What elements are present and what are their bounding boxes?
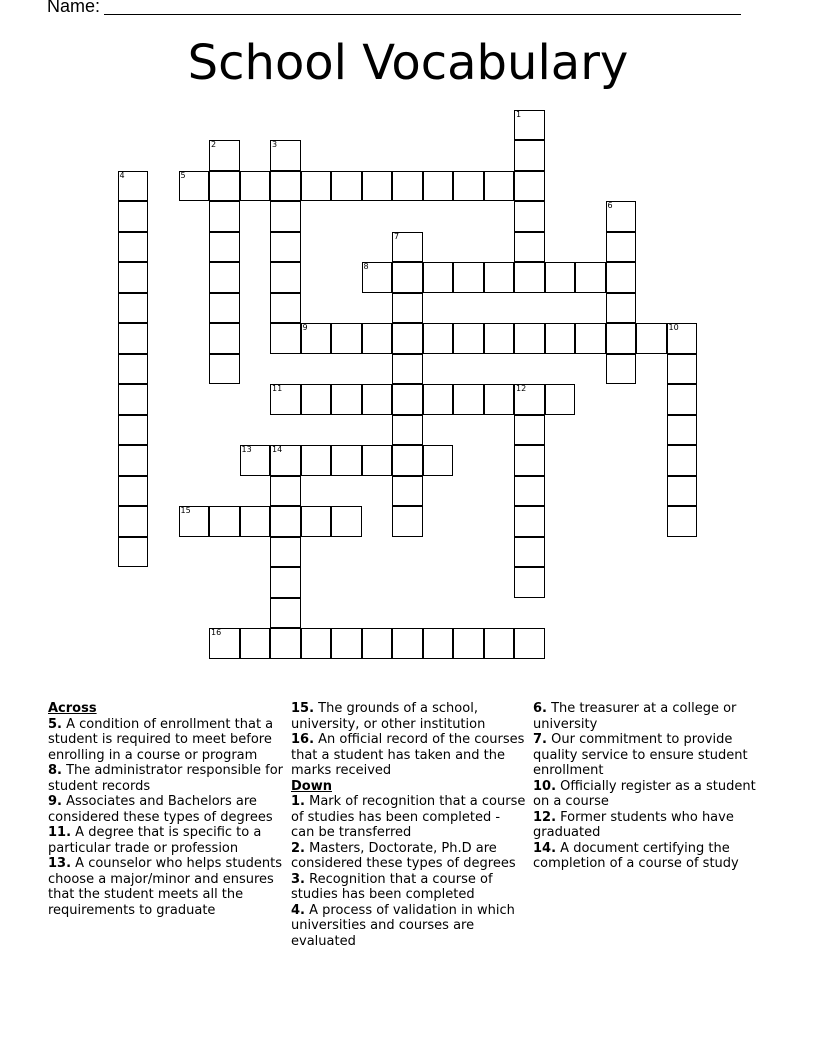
grid-cell[interactable] bbox=[392, 262, 423, 293]
grid-cell[interactable] bbox=[301, 323, 332, 354]
grid-cell[interactable] bbox=[667, 354, 698, 385]
across-heading: Across bbox=[48, 701, 97, 716]
grid-cell[interactable] bbox=[514, 476, 545, 507]
clue-number-label: 15 bbox=[180, 506, 191, 515]
grid-cell[interactable] bbox=[667, 323, 698, 354]
grid-cell[interactable] bbox=[209, 171, 240, 202]
clue-text: Recognition that a course of studies has been completed bbox=[291, 871, 493, 902]
grid-cell[interactable] bbox=[270, 293, 301, 324]
clue-number: 4. bbox=[291, 902, 305, 918]
grid-cell[interactable] bbox=[362, 445, 393, 476]
grid-cell[interactable] bbox=[270, 171, 301, 202]
grid-cell[interactable] bbox=[392, 293, 423, 324]
grid-cell[interactable] bbox=[270, 140, 301, 171]
clue-text: Associates and Bachelors are considered these types of degrees bbox=[48, 794, 273, 825]
grid-cell[interactable] bbox=[118, 384, 149, 415]
grid-cell[interactable] bbox=[514, 445, 545, 476]
grid-cell[interactable] bbox=[270, 384, 301, 415]
clues-column-3 bbox=[533, 701, 768, 872]
clue-number-label: 1 bbox=[516, 109, 522, 119]
clue-text: Officially register as a student on a course bbox=[533, 778, 756, 809]
grid-cell[interactable] bbox=[667, 506, 698, 537]
clue-text: The administrator responsible for student records bbox=[48, 763, 284, 794]
grid-cell[interactable] bbox=[362, 262, 393, 293]
grid-cell[interactable] bbox=[423, 445, 454, 476]
page-title: School Vocabulary bbox=[187, 35, 629, 91]
clue-across-9 bbox=[48, 794, 283, 825]
grid-cell[interactable] bbox=[453, 262, 484, 293]
grid-cell[interactable] bbox=[301, 171, 332, 202]
grid-cell[interactable] bbox=[545, 323, 576, 354]
grid-cell[interactable] bbox=[484, 262, 515, 293]
clue-text: Mark of recognition that a course of studies has been completed - can be transferred bbox=[291, 794, 526, 840]
grid-cell[interactable] bbox=[118, 476, 149, 507]
grid-cell[interactable] bbox=[270, 506, 301, 537]
grid-cell[interactable] bbox=[301, 628, 332, 659]
clue-number-label: 16 bbox=[211, 628, 222, 637]
clue-number-label: 10 bbox=[668, 323, 679, 332]
clue-down-10 bbox=[533, 779, 768, 810]
clue-across-16 bbox=[291, 732, 526, 779]
clue-across-15 bbox=[291, 701, 526, 732]
grid-cell[interactable] bbox=[514, 171, 545, 202]
grid-cell[interactable] bbox=[118, 445, 149, 476]
grid-cell[interactable] bbox=[362, 384, 393, 415]
clue-number: 3. bbox=[291, 871, 305, 887]
grid-cell[interactable] bbox=[392, 323, 423, 354]
grid-cell[interactable] bbox=[118, 232, 149, 263]
clue-text: A degree that is specific to a particular trade or profession bbox=[48, 825, 262, 856]
clue-number: 2. bbox=[291, 840, 305, 856]
grid-cell[interactable] bbox=[514, 506, 545, 537]
clue-number: 6. bbox=[533, 701, 547, 716]
grid-cell[interactable] bbox=[270, 537, 301, 568]
grid-cell[interactable] bbox=[514, 537, 545, 568]
clue-text: A counselor who helps students choose a major/minor and ensures that the student meets all the requirements to graduate bbox=[48, 856, 283, 918]
grid-cell[interactable] bbox=[606, 201, 637, 232]
clue-down-4 bbox=[291, 903, 526, 950]
grid-cell[interactable] bbox=[392, 506, 423, 537]
grid-cell[interactable] bbox=[423, 262, 454, 293]
grid-cell[interactable] bbox=[392, 171, 423, 202]
clue-down-6 bbox=[533, 701, 768, 732]
grid-cell[interactable] bbox=[514, 628, 545, 659]
clue-text: The grounds of a school, university, or other institution bbox=[291, 701, 486, 732]
grid-cell[interactable] bbox=[118, 171, 149, 202]
clue-text: Our commitment to provide quality service to ensure student enrollment bbox=[533, 732, 748, 778]
grid-cell[interactable] bbox=[209, 201, 240, 232]
grid-cell[interactable] bbox=[667, 476, 698, 507]
grid-cell[interactable] bbox=[179, 171, 210, 202]
grid-cell[interactable] bbox=[667, 415, 698, 446]
clue-number-label: 13 bbox=[241, 445, 252, 454]
grid-cell[interactable] bbox=[453, 384, 484, 415]
clue-number-label: 14 bbox=[272, 445, 283, 454]
grid-cell[interactable] bbox=[453, 323, 484, 354]
grid-cell[interactable] bbox=[453, 171, 484, 202]
grid-cell[interactable] bbox=[331, 384, 362, 415]
grid-cell[interactable] bbox=[240, 445, 271, 476]
grid-cell[interactable] bbox=[118, 293, 149, 324]
grid-cell[interactable] bbox=[667, 384, 698, 415]
clues-column-2 bbox=[291, 701, 526, 949]
grid-cell[interactable] bbox=[514, 140, 545, 171]
grid-cell[interactable] bbox=[514, 262, 545, 293]
clue-number-label: 7 bbox=[394, 231, 400, 241]
clue-number: 15. bbox=[291, 701, 315, 716]
grid-cell[interactable] bbox=[514, 415, 545, 446]
grid-cell[interactable] bbox=[301, 445, 332, 476]
clue-text: A document certifying the completion of a course of study bbox=[533, 840, 739, 871]
grid-cell[interactable] bbox=[118, 323, 149, 354]
clue-down-1 bbox=[291, 794, 526, 841]
grid-cell[interactable] bbox=[240, 628, 271, 659]
clue-number-label: 8 bbox=[363, 262, 369, 271]
grid-cell[interactable] bbox=[423, 384, 454, 415]
grid-cell[interactable] bbox=[209, 628, 240, 659]
clue-number: 8. bbox=[48, 763, 62, 778]
grid-cell[interactable] bbox=[362, 628, 393, 659]
clue-number-label: 5 bbox=[180, 170, 186, 180]
clue-number: 1. bbox=[291, 794, 305, 809]
grid-cell[interactable] bbox=[606, 323, 637, 354]
clue-number: 14. bbox=[533, 840, 557, 856]
grid-cell[interactable] bbox=[392, 476, 423, 507]
grid-cell[interactable] bbox=[209, 323, 240, 354]
clue-across-11 bbox=[48, 825, 283, 856]
grid-cell[interactable] bbox=[575, 323, 606, 354]
grid-cell[interactable] bbox=[118, 537, 149, 568]
clue-down-7 bbox=[533, 732, 768, 779]
grid-cell[interactable] bbox=[423, 323, 454, 354]
grid-cell[interactable] bbox=[514, 201, 545, 232]
grid-cell[interactable] bbox=[270, 567, 301, 598]
clue-number: 16. bbox=[291, 732, 315, 747]
down-heading: Down bbox=[291, 778, 332, 794]
grid-cell[interactable] bbox=[484, 171, 515, 202]
grid-cell[interactable] bbox=[362, 171, 393, 202]
grid-cell[interactable] bbox=[392, 628, 423, 659]
clue-down-2 bbox=[291, 841, 526, 872]
grid-cell[interactable] bbox=[270, 232, 301, 263]
clue-text: A condition of enrollment that a student is required to meet before enrolling in a course or program bbox=[48, 716, 274, 763]
clue-number-label: 12 bbox=[516, 384, 527, 393]
grid-cell[interactable] bbox=[118, 506, 149, 537]
clue-down-12 bbox=[533, 810, 768, 841]
grid-cell[interactable] bbox=[331, 506, 362, 537]
grid-cell[interactable] bbox=[514, 567, 545, 598]
grid-cell[interactable] bbox=[484, 323, 515, 354]
grid-cell[interactable] bbox=[118, 415, 149, 446]
grid-cell[interactable] bbox=[392, 415, 423, 446]
clue-text: Masters, Doctorate, Ph.D are considered these types of degrees bbox=[291, 840, 516, 871]
grid-cell[interactable] bbox=[270, 201, 301, 232]
clue-number: 13. bbox=[48, 856, 72, 871]
grid-cell[interactable] bbox=[453, 628, 484, 659]
clue-number: 7. bbox=[533, 732, 547, 747]
grid-cell[interactable] bbox=[270, 445, 301, 476]
grid-cell[interactable] bbox=[606, 293, 637, 324]
clue-number: 5. bbox=[48, 716, 62, 732]
grid-cell[interactable] bbox=[545, 384, 576, 415]
grid-cell[interactable] bbox=[606, 262, 637, 293]
grid-cell[interactable] bbox=[209, 293, 240, 324]
grid-cell[interactable] bbox=[392, 384, 423, 415]
clue-number: 11. bbox=[48, 825, 72, 840]
grid-cell[interactable] bbox=[423, 171, 454, 202]
grid-cell[interactable] bbox=[392, 445, 423, 476]
grid-cell[interactable] bbox=[209, 262, 240, 293]
grid-cell[interactable] bbox=[362, 323, 393, 354]
grid-cell[interactable] bbox=[331, 323, 362, 354]
grid-cell[interactable] bbox=[606, 354, 637, 385]
clue-text: Former students who have graduated bbox=[533, 809, 734, 840]
grid-cell[interactable] bbox=[392, 232, 423, 263]
clue-across-13 bbox=[48, 856, 283, 918]
clue-across-8 bbox=[48, 763, 283, 794]
grid-cell[interactable] bbox=[179, 506, 210, 537]
grid-cell[interactable] bbox=[331, 171, 362, 202]
grid-cell[interactable] bbox=[118, 201, 149, 232]
grid-cell[interactable] bbox=[270, 476, 301, 507]
grid-cell[interactable] bbox=[545, 262, 576, 293]
clue-number: 9. bbox=[48, 794, 62, 809]
clue-number-label: 2 bbox=[211, 140, 217, 149]
clue-number-label: 3 bbox=[272, 140, 278, 149]
grid-cell[interactable] bbox=[118, 354, 149, 385]
grid-cell[interactable] bbox=[301, 384, 332, 415]
grid-cell[interactable] bbox=[575, 262, 606, 293]
grid-cell[interactable] bbox=[636, 323, 667, 354]
clue-text: A process of validation in which universities and courses are evaluated bbox=[291, 902, 515, 949]
grid-cell[interactable] bbox=[240, 506, 271, 537]
grid-cell[interactable] bbox=[270, 628, 301, 659]
grid-cell[interactable] bbox=[423, 628, 454, 659]
grid-cell[interactable] bbox=[270, 262, 301, 293]
clue-number-label: 6 bbox=[607, 201, 613, 210]
grid-cell[interactable] bbox=[514, 110, 545, 141]
grid-cell[interactable] bbox=[209, 506, 240, 537]
grid-cell[interactable] bbox=[514, 323, 545, 354]
grid-cell[interactable] bbox=[270, 323, 301, 354]
grid-cell[interactable] bbox=[209, 140, 240, 171]
clue-number-label: 4 bbox=[119, 170, 125, 180]
grid-cell[interactable] bbox=[301, 506, 332, 537]
grid-cell[interactable] bbox=[209, 232, 240, 263]
clue-number: 12. bbox=[533, 809, 557, 825]
clue-number-label: 9 bbox=[302, 323, 308, 332]
clue-down-3 bbox=[291, 872, 526, 903]
clue-number: 10. bbox=[533, 778, 557, 794]
clue-text: The treasurer at a college or university bbox=[533, 701, 737, 732]
across-clue-list bbox=[48, 717, 283, 919]
grid-cell[interactable] bbox=[331, 628, 362, 659]
clue-text: An official record of the courses that a student has taken and the marks received bbox=[291, 732, 525, 778]
grid-cell[interactable] bbox=[667, 445, 698, 476]
clue-across-5 bbox=[48, 717, 283, 764]
name-underline[interactable] bbox=[104, 14, 741, 15]
name-label: Name: bbox=[47, 0, 101, 16]
grid-cell[interactable] bbox=[209, 354, 240, 385]
grid-cell[interactable] bbox=[484, 628, 515, 659]
grid-cell[interactable] bbox=[392, 354, 423, 385]
clue-down-14 bbox=[533, 841, 768, 872]
grid-cell[interactable] bbox=[514, 384, 545, 415]
grid-cell[interactable] bbox=[606, 232, 637, 263]
grid-cell[interactable] bbox=[240, 171, 271, 202]
grid-cell[interactable] bbox=[484, 384, 515, 415]
grid-cell[interactable] bbox=[270, 598, 301, 629]
grid-cell[interactable] bbox=[514, 232, 545, 263]
grid-cell[interactable] bbox=[331, 445, 362, 476]
clue-number-label: 11 bbox=[272, 384, 283, 393]
grid-cell[interactable] bbox=[118, 262, 149, 293]
clues-column-1 bbox=[48, 701, 283, 918]
